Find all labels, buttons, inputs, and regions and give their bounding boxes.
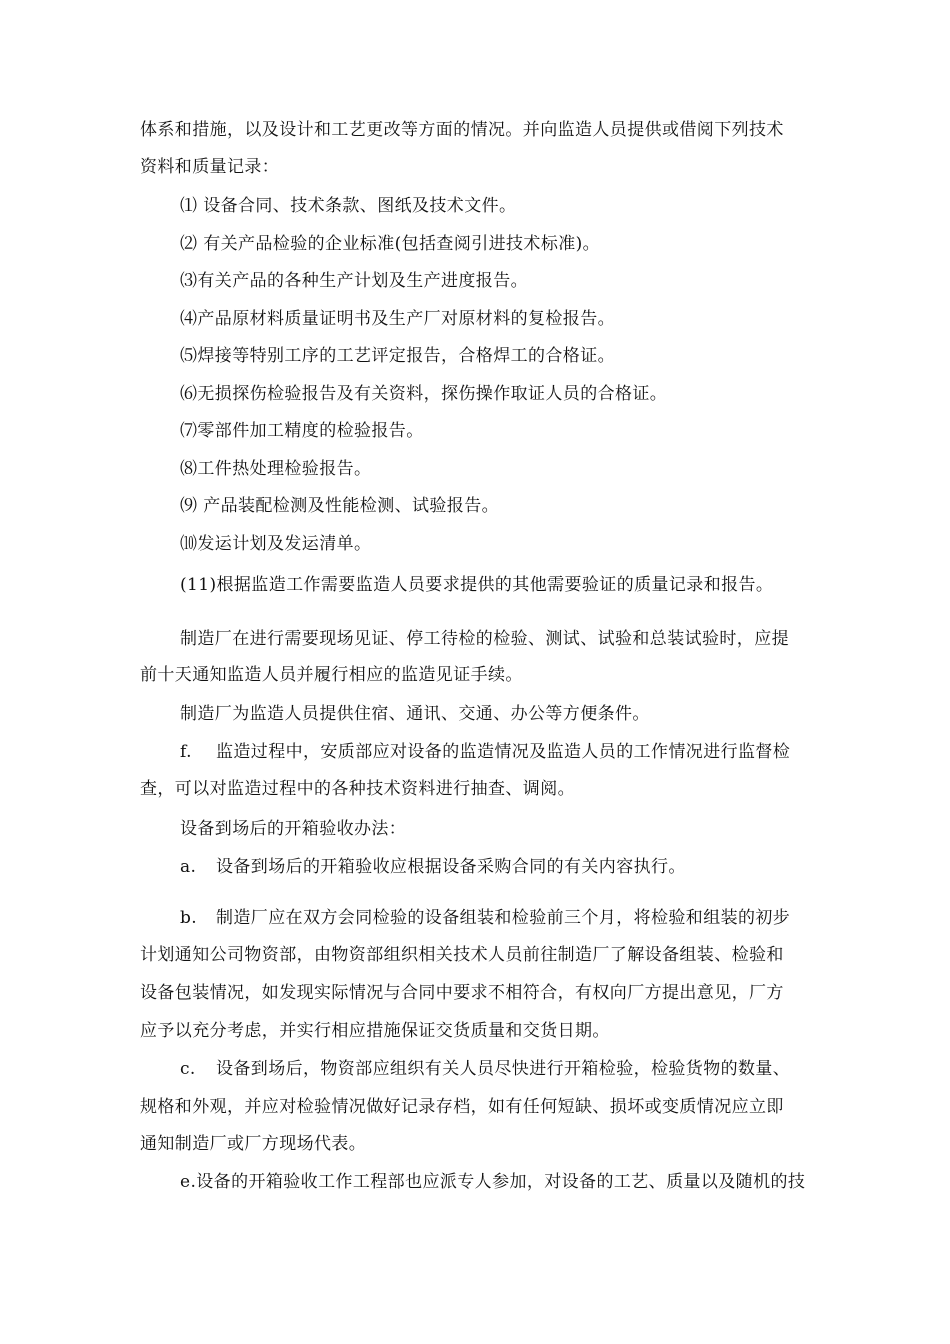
record-item-1: ⑴ 设备合同、技术条款、图纸及技术文件。	[180, 196, 517, 216]
item-a-text: 设备到场后的开箱验收应根据设备采购合同的有关内容执行。	[216, 857, 686, 877]
facilities-paragraph: 制造厂为监造人员提供住宿、通讯、交通、办公等方便条件。	[180, 704, 650, 724]
item-f-line-2: 查，可以对监造过程中的各种技术资料进行抽查、调阅。	[140, 779, 575, 799]
record-item-9: ⑼ 产品装配检测及性能检测、试验报告。	[180, 496, 500, 516]
item-c-line-3: 通知制造厂或厂方现场代表。	[140, 1134, 367, 1154]
item-f-marker: f.	[180, 742, 192, 762]
item-e-line-1: e.设备的开箱验收工作工程部也应派专人参加，对设备的工艺、质量以及随机的技	[180, 1172, 806, 1192]
record-item-8: ⑻工件热处理检验报告。	[180, 459, 372, 479]
item-f-text: 监造过程中，安质部应对设备的监造情况及监造人员的工作情况进行监督检	[216, 742, 791, 762]
acceptance-heading: 设备到场后的开箱验收办法：	[180, 819, 407, 839]
record-item-7: ⑺零部件加工精度的检验报告。	[180, 421, 424, 441]
record-item-6: ⑹无损探伤检验报告及有关资料，探伤操作取证人员的合格证。	[180, 384, 668, 404]
witness-line-2: 前十天通知监造人员并履行相应的监造见证手续。	[140, 665, 523, 685]
item-b-marker: b.	[180, 908, 198, 928]
item-b-line-2: 计划通知公司物资部，由物资部组织相关技术人员前往制造厂了解设备组装、检验和	[140, 945, 784, 965]
intro-line-2: 资料和质量记录：	[140, 157, 280, 177]
intro-line-1: 体系和措施，以及设计和工艺更改等方面的情况。并向监造人员提供或借阅下列技术	[140, 120, 784, 140]
item-c-line-1	[180, 1057, 790, 1081]
item-b-line-3: 设备包装情况，如发现实际情况与合同中要求不相符合，有权向厂方提出意见，厂方	[140, 983, 784, 1003]
record-item-4: ⑷产品原材料质量证明书及生产厂对原材料的复检报告。	[180, 309, 615, 329]
item-b-text: 制造厂应在双方会同检验的设备组装和检验前三个月，将检验和组装的初步	[216, 908, 791, 928]
item-f-line-1	[180, 740, 790, 764]
item-c-marker: c.	[180, 1059, 196, 1079]
item-c-text: 设备到场后，物资部应组织有关人员尽快进行开箱检验，检验货物的数量、	[216, 1059, 791, 1079]
record-item-5: ⑸焊接等特别工序的工艺评定报告，合格焊工的合格证。	[180, 346, 615, 366]
record-item-11: (11)根据监造工作需要监造人员要求提供的其他需要验证的质量记录和报告。	[180, 575, 774, 595]
item-a-line-1	[180, 855, 686, 879]
record-item-2: ⑵ 有关产品检验的企业标准(包括查阅引进技术标准)。	[180, 234, 601, 254]
record-item-10: ⑽发运计划及发运清单。	[180, 534, 372, 554]
item-c-line-2: 规格和外观，并应对检验情况做好记录存档，如有任何短缺、损坏或变质情况应立即	[140, 1097, 784, 1117]
item-b-line-4: 应予以充分考虑，并实行相应措施保证交货质量和交货日期。	[140, 1021, 610, 1041]
witness-line-1: 制造厂在进行需要现场见证、停工待检的检验、测试、试验和总装试验时，应提	[180, 629, 789, 649]
item-a-marker: a.	[180, 857, 197, 877]
item-b-line-1	[180, 906, 790, 930]
record-item-3: ⑶有关产品的各种生产计划及生产进度报告。	[180, 271, 528, 291]
